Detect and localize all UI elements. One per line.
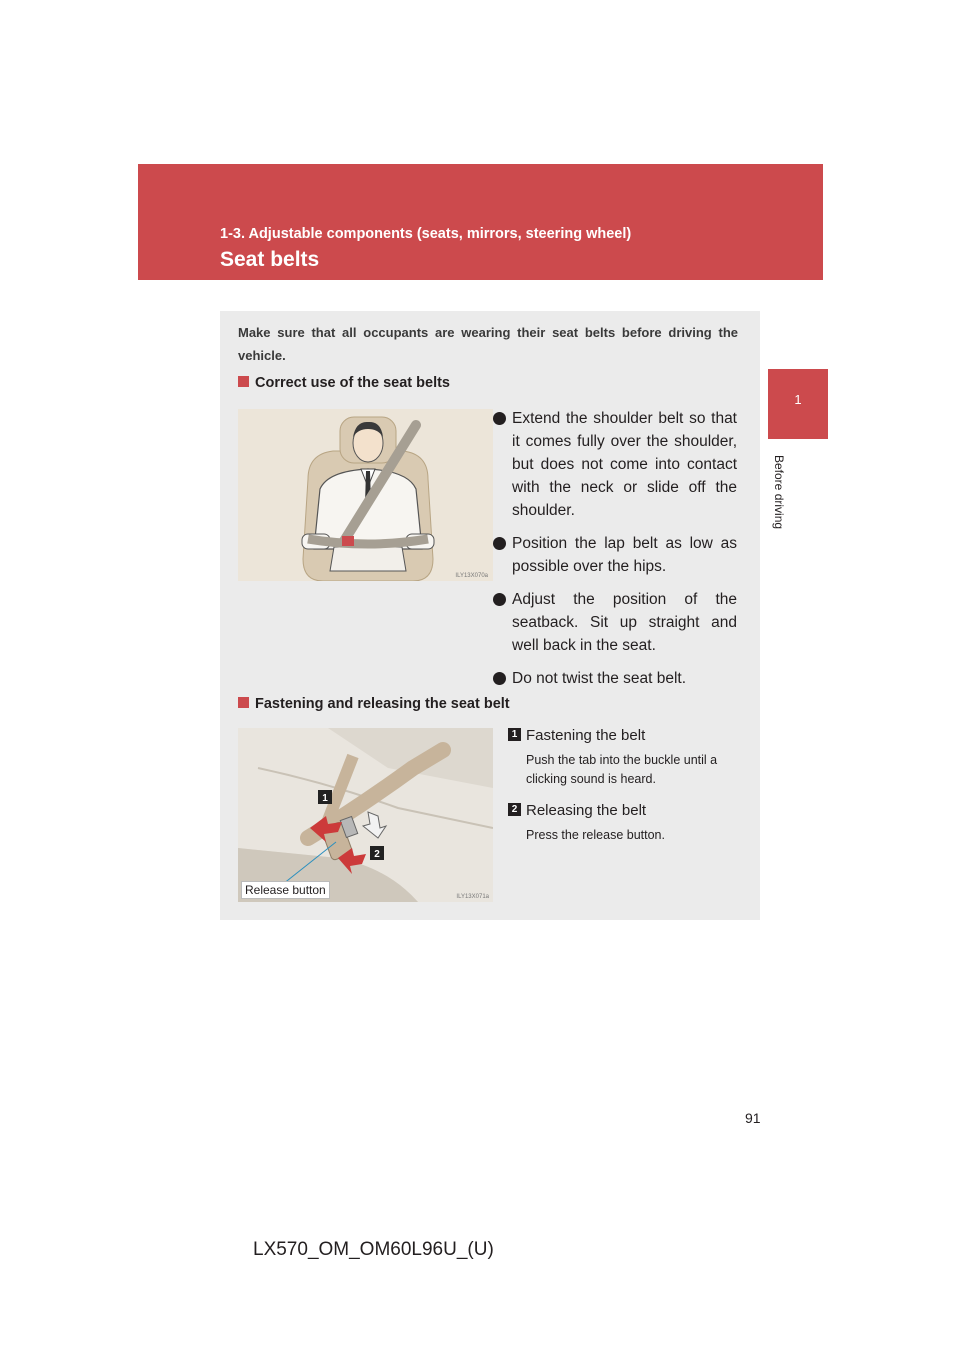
step-description: Press the release button.	[526, 828, 665, 842]
subhead-correct-use	[238, 375, 450, 391]
subhead-fasten-release-label: Fastening and releasing the seat belt	[255, 696, 510, 712]
release-button-label: Release button	[241, 881, 330, 899]
list-item	[493, 407, 737, 522]
fasten-release-steps	[508, 724, 740, 855]
step-number-icon: 1	[508, 728, 521, 741]
list-item	[493, 588, 737, 657]
list-item	[493, 667, 737, 690]
bullet-text: Position the lap belt as low as possible over the hips.	[512, 535, 737, 575]
bullet-text: Adjust the position of the seatback. Sit up straight and well back in the seat.	[512, 591, 737, 654]
square-bullet-icon	[238, 376, 249, 387]
svg-text:1: 1	[322, 793, 328, 804]
page-number: 91	[745, 1110, 761, 1126]
step-title: Releasing the belt	[526, 802, 647, 819]
page-title: Seat belts	[220, 248, 320, 271]
step-description: Push the tab into the buckle until a clicking sound is heard.	[526, 753, 718, 786]
subhead-fasten-release	[238, 696, 510, 712]
step-release	[508, 799, 740, 845]
figure-code: ILY13X070a	[455, 573, 488, 579]
illustration-buckle	[238, 728, 493, 902]
bullet-dot-icon	[493, 593, 506, 606]
square-bullet-icon	[238, 697, 249, 708]
chapter-number: 1	[794, 392, 802, 407]
subhead-correct-use-label: Correct use of the seat belts	[255, 375, 450, 391]
bullet-text: Do not twist the seat belt.	[512, 670, 687, 687]
chapter-name: Before driving	[772, 455, 786, 530]
svg-text:2: 2	[374, 849, 380, 860]
seated-occupant-icon	[238, 409, 493, 581]
header-band	[138, 164, 823, 280]
illustration-seated-occupant	[238, 409, 493, 581]
seat-buckle-icon	[238, 728, 493, 902]
bullet-dot-icon	[493, 672, 506, 685]
figure-code: ILY13X071a	[456, 894, 489, 900]
section-path: 1-3. Adjustable components (seats, mirrors, steering wheel)	[220, 226, 632, 242]
document-code: LX570_OM_OM60L96U_(U)	[253, 1239, 494, 1260]
step-number-icon: 2	[508, 803, 521, 816]
correct-use-bullets	[493, 407, 737, 700]
step-title: Fastening the belt	[526, 727, 646, 744]
list-item	[493, 532, 737, 578]
intro-text: Make sure that all occupants are wearing their seat belts before driving the vehicle.	[238, 325, 738, 363]
bullet-dot-icon	[493, 412, 506, 425]
chapter-tab[interactable]	[768, 369, 828, 439]
content-box	[220, 311, 760, 920]
bullet-dot-icon	[493, 537, 506, 550]
step-fasten	[508, 724, 740, 789]
bullet-text: Extend the shoulder belt so that it comes fully over the shoulder, but does not come into contact with the neck or slide off the shoulder.	[512, 410, 737, 519]
